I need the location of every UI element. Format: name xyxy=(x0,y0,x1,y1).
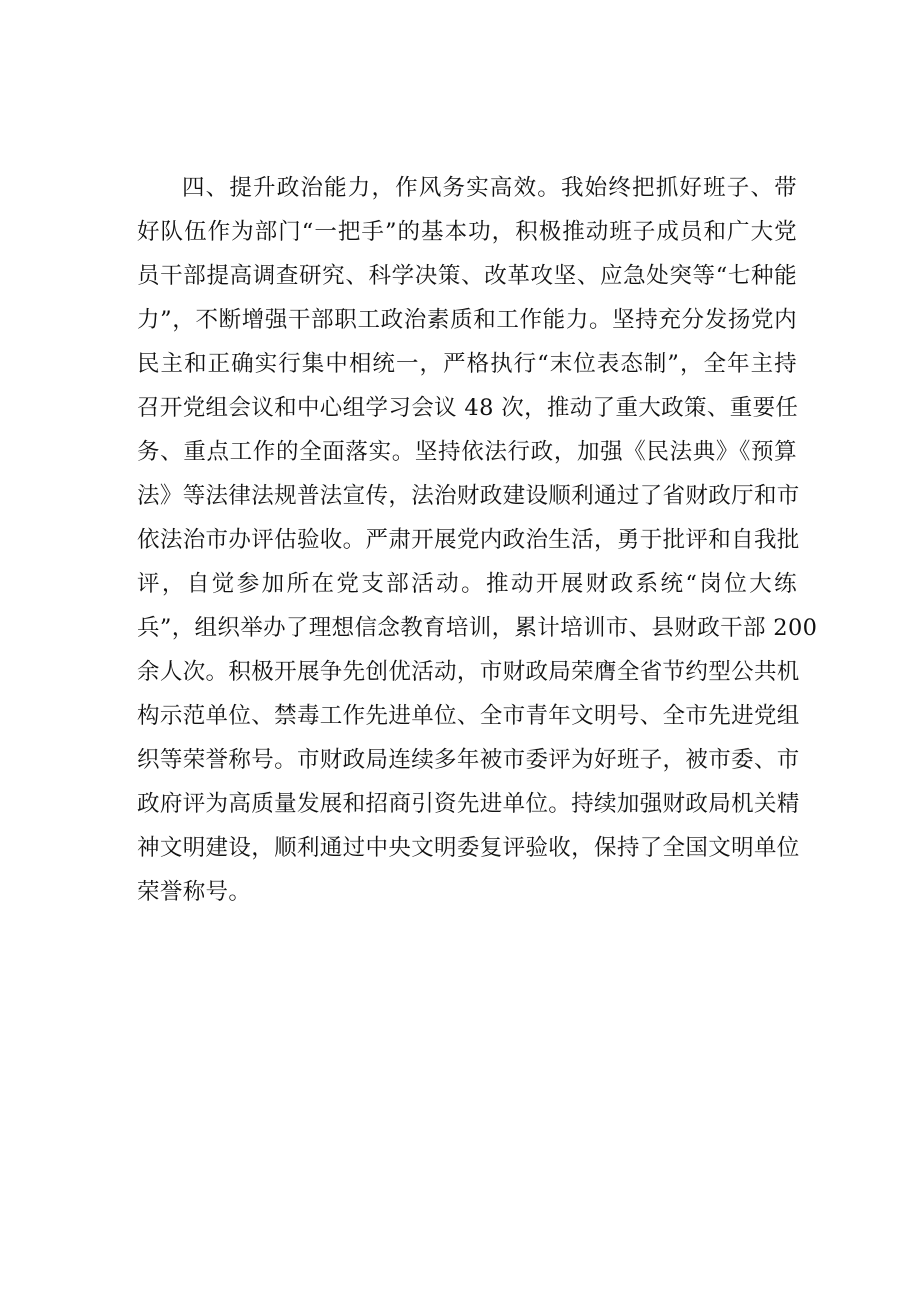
paragraph-line: 兵”，组织举办了理想信念教育培训，累计培训市、县财政干部 200 xyxy=(137,615,818,641)
paragraph-line: 神文明建设，顺利通过中央文明委复评验收，保持了全国文明单位 xyxy=(137,835,800,861)
paragraph-line: 荣誉称号。 xyxy=(137,879,252,905)
paragraph-line: 力”，不断增强干部职工政治素质和工作能力。坚持充分发扬党内 xyxy=(137,307,797,333)
paragraph-line: 余人次。积极开展争先创优活动，市财政局荣膺全省节约型公共机 xyxy=(137,659,800,685)
paragraph-line: 依法治市办评估验收。严肃开展党内政治生活，勇于批评和自我批 xyxy=(137,527,800,553)
paragraph-line: 法》等法律法规普法宣传，法治财政建设顺利通过了省财政厅和市 xyxy=(137,483,800,509)
paragraph-line: 员干部提高调查研究、科学决策、改革攻坚、应急处突等“七种能 xyxy=(137,263,797,289)
body-paragraph xyxy=(137,166,818,914)
paragraph-line: 务、重点工作的全面落实。坚持依法行政，加强《民法典》《预算 xyxy=(137,439,797,465)
paragraph-line: 召开党组会议和中心组学习会议 48 次，推动了重大政策、重要任 xyxy=(137,395,799,421)
paragraph-line: 构示范单位、禁毒工作先进单位、全市青年文明号、全市先进党组 xyxy=(137,703,800,729)
paragraph-line: 民主和正确实行集中相统一，严格执行“末位表态制”，全年主持 xyxy=(137,351,797,377)
paragraph-line: 评，自觉参加所在党支部活动。推动开展财政系统“岗位大练 xyxy=(137,571,797,597)
paragraph-line: 四、提升政治能力，作风务实高效。我始终把抓好班子、带 xyxy=(182,175,797,201)
paragraph-line: 织等荣誉称号。市财政局连续多年被市委评为好班子，被市委、市 xyxy=(137,747,800,773)
paragraph-line: 好队伍作为部门“一把手”的基本功，积极推动班子成员和广大党 xyxy=(137,219,797,245)
paragraph-line: 政府评为高质量发展和招商引资先进单位。持续加强财政局机关精 xyxy=(137,791,800,817)
